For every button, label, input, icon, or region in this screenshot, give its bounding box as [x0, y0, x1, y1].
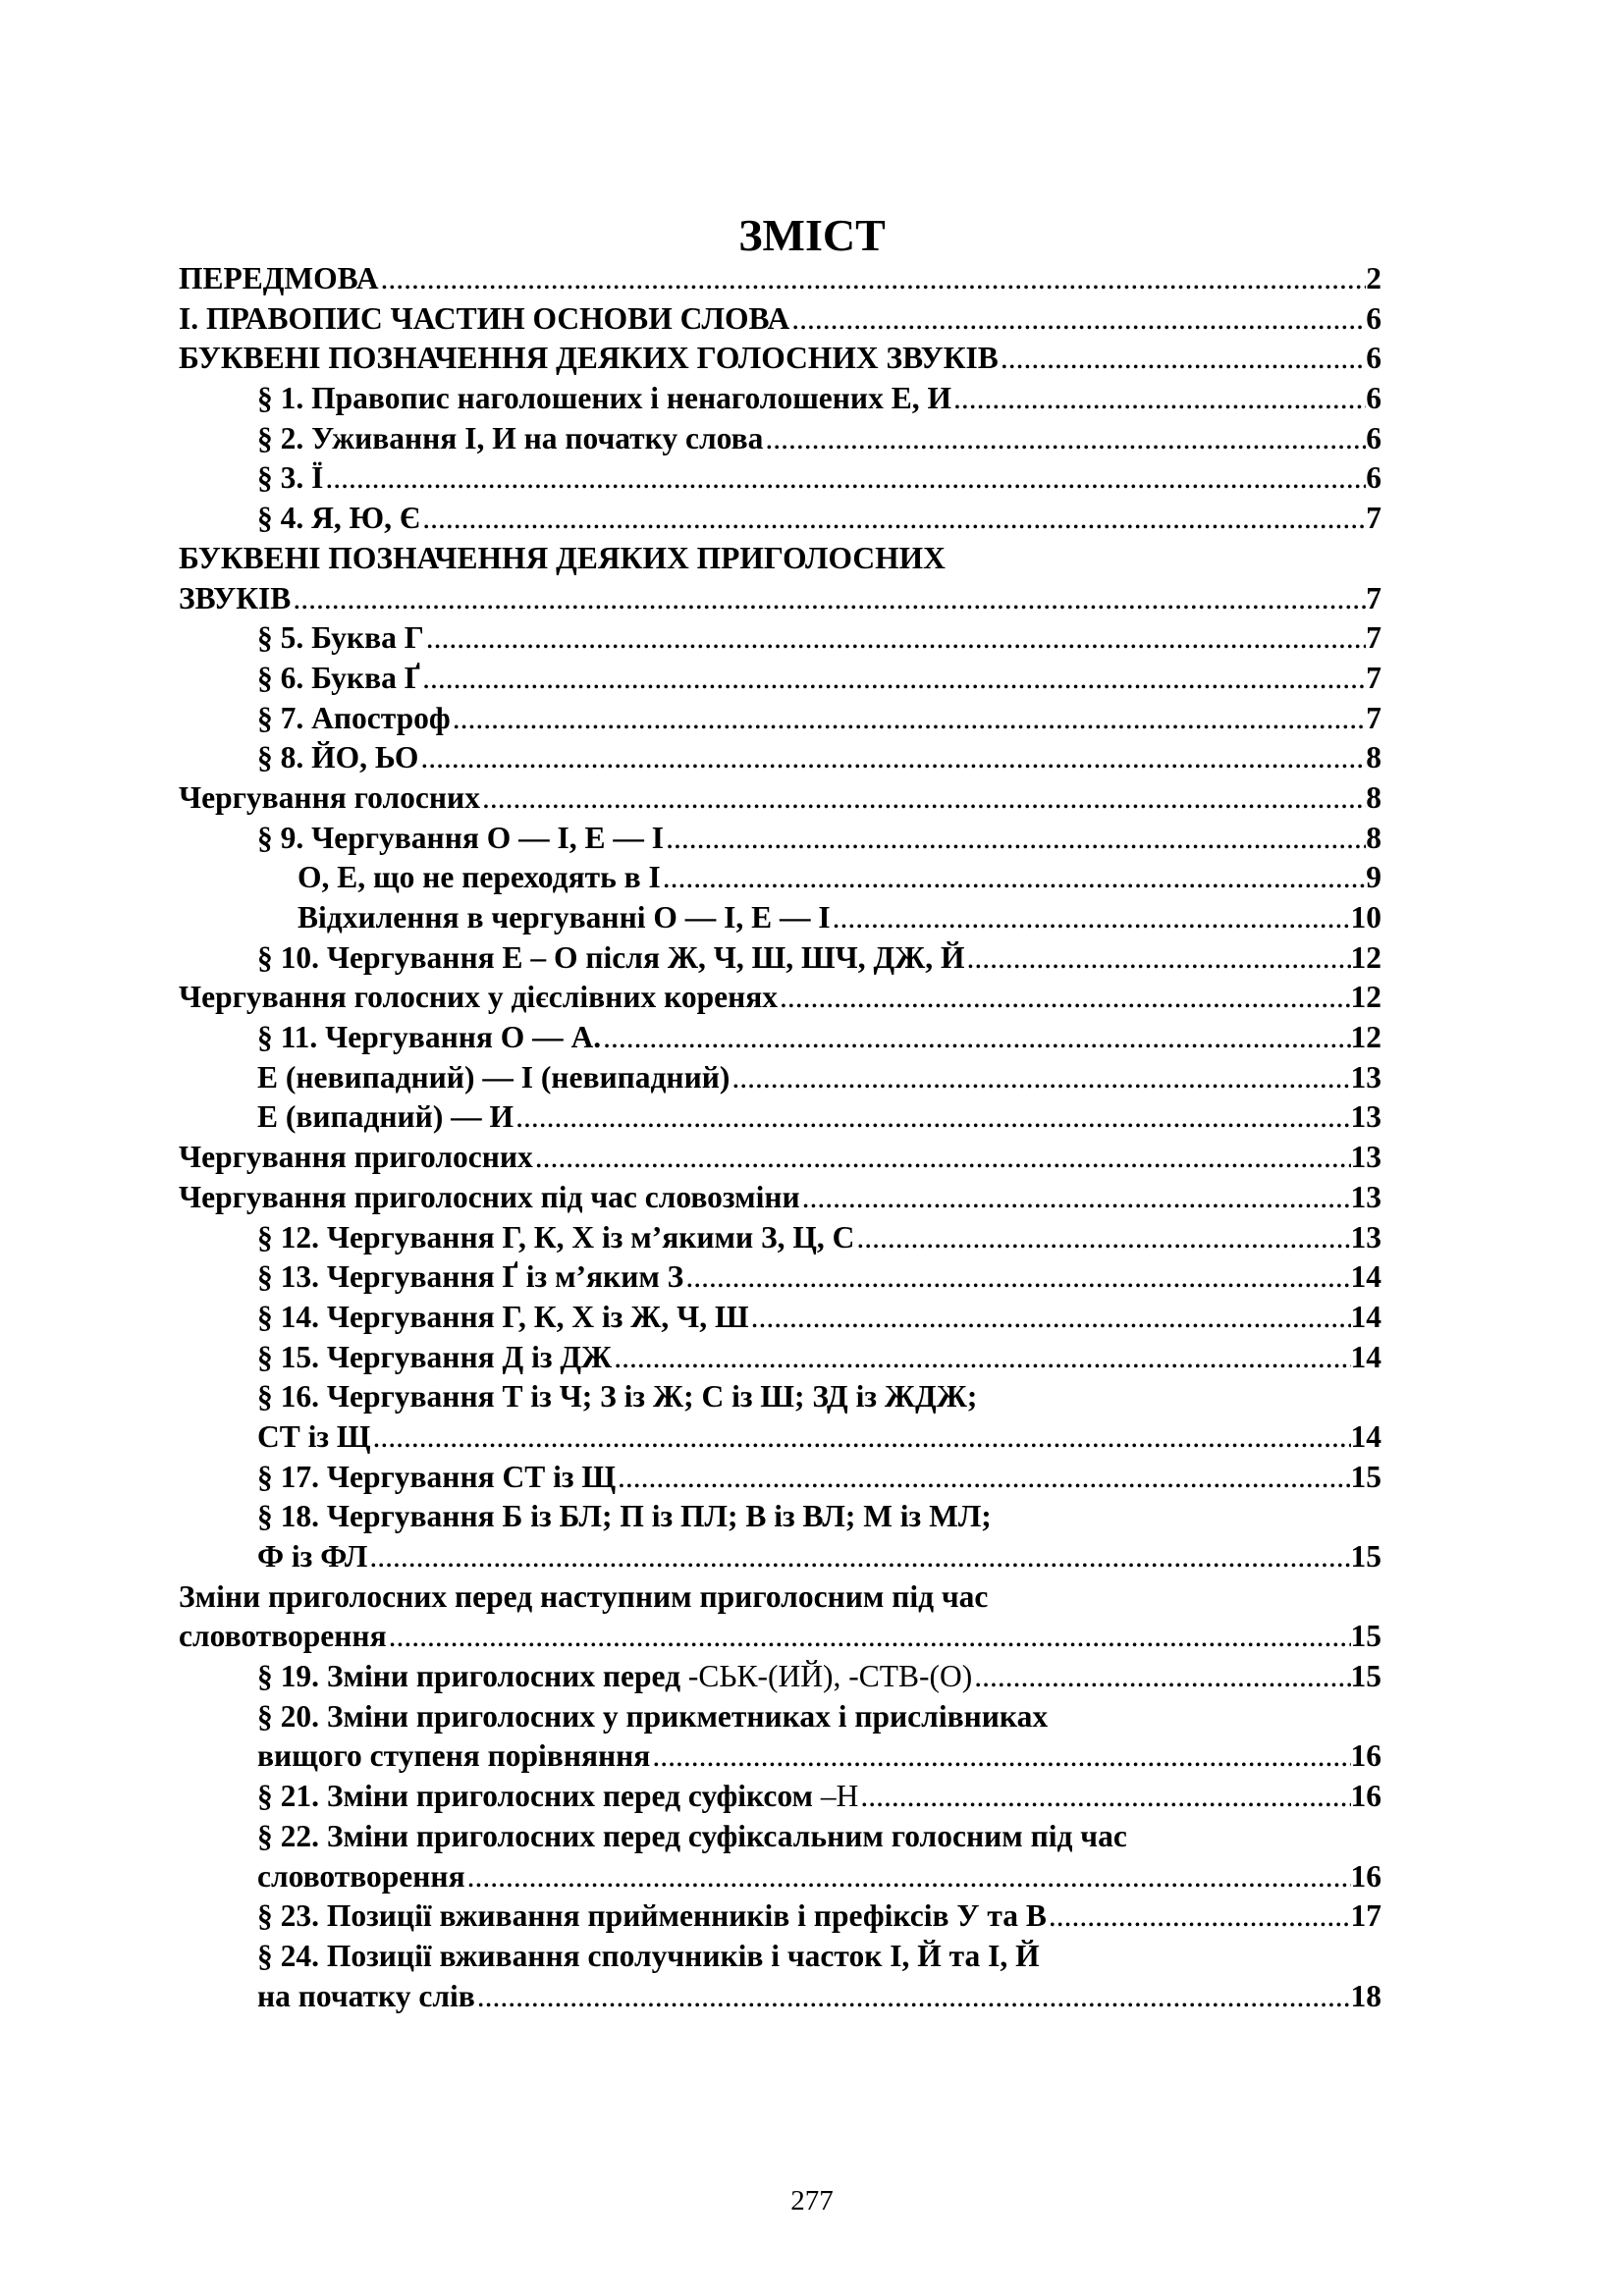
toc-entry-text: Е (невипадний) — І (невипадний) — [257, 1059, 731, 1095]
toc-entry[interactable] — [179, 978, 1381, 1018]
toc-entry[interactable] — [179, 1777, 1381, 1817]
toc-entry-title — [257, 618, 424, 659]
toc-entry[interactable] — [179, 1577, 1381, 1618]
toc-entry-page: 7 — [1366, 700, 1381, 735]
toc-dot-leader — [664, 819, 1366, 859]
toc-entry-page: 12 — [1350, 980, 1381, 1015]
toc-entry-title — [257, 1697, 1048, 1737]
toc-dot-leader — [999, 339, 1366, 379]
toc-entry-text: § 9. Чергування О — І, Е — І — [257, 820, 665, 855]
toc-entry[interactable] — [179, 1338, 1381, 1378]
toc-entry-title — [179, 1617, 387, 1657]
toc-entry-page: 14 — [1350, 1339, 1381, 1374]
toc-dot-leader — [789, 299, 1366, 340]
toc-entry[interactable] — [179, 778, 1381, 819]
toc-entry[interactable] — [179, 339, 1381, 379]
toc-dot-leader — [475, 1977, 1351, 2017]
toc-entry-title — [257, 1058, 730, 1098]
toc-entry-text: Відхилення в чергуванні О — І, Е — І — [298, 900, 831, 934]
toc-dot-leader — [854, 1218, 1350, 1258]
toc-entry-page: 13 — [1350, 1179, 1381, 1214]
toc-entry[interactable] — [179, 819, 1381, 859]
page-title: ЗМІСТ — [738, 210, 886, 260]
toc-entry[interactable] — [179, 1058, 1381, 1098]
toc-dot-leader — [965, 938, 1351, 979]
toc-dot-leader — [972, 1657, 1350, 1697]
toc-entry-page: 6 — [1366, 420, 1381, 455]
toc-entry-text: Чергування голосних — [179, 779, 480, 815]
toc-entry-text: на початку слів — [257, 1978, 475, 2013]
toc-entry-text: § 10. Чергування Е – О після Ж, Ч, Ш, ШЧ, ДЖ, Й — [257, 939, 965, 975]
toc-entry-title — [257, 1497, 992, 1537]
toc-dot-leader — [323, 458, 1366, 499]
toc-dot-leader — [387, 1617, 1351, 1657]
toc-entry-page: 16 — [1350, 1858, 1381, 1894]
toc-entry-title — [179, 978, 778, 1018]
toc-entry[interactable] — [179, 699, 1381, 739]
toc-entry[interactable] — [179, 1257, 1381, 1298]
toc-entry-text: § 4. Я, Ю, Є — [257, 501, 421, 536]
toc-entry[interactable] — [179, 898, 1381, 938]
toc-dot-leader — [730, 1058, 1350, 1098]
toc-entry-title — [257, 1338, 612, 1378]
toc-entry-text: ЗВУКІВ — [179, 580, 292, 615]
toc-entry-title — [179, 299, 789, 340]
toc-entry-text: БУКВЕНІ ПОЗНАЧЕННЯ ДЕЯКИХ ГОЛОСНИХ ЗВУКІВ — [179, 341, 999, 376]
toc-entry[interactable] — [179, 858, 1381, 898]
toc-entry-title — [179, 339, 999, 379]
toc-entry-page: 15 — [1350, 1659, 1381, 1694]
toc-entry[interactable] — [179, 1497, 1381, 1537]
toc-entry-title — [257, 819, 664, 859]
toc-entry-text: § 2. Уживання І, И на початку слова — [257, 420, 764, 455]
toc-entry-title — [257, 1298, 749, 1338]
toc-entry-page: 8 — [1366, 779, 1381, 815]
toc-entry-title — [257, 419, 763, 459]
toc-entry[interactable] — [179, 1657, 1381, 1697]
toc-entry[interactable] — [179, 1138, 1381, 1178]
toc-entry[interactable] — [179, 1617, 1381, 1657]
toc-dot-leader — [858, 1777, 1350, 1817]
toc-entry-page: 8 — [1366, 740, 1381, 775]
toc-entry-title — [257, 1377, 977, 1417]
toc-entry-page: 13 — [1350, 1099, 1381, 1135]
toc-entry-title — [257, 1537, 367, 1577]
toc-entry-title — [257, 1458, 616, 1498]
toc-entry-text: § 16. Чергування Т із Ч; З із Ж; С із Ш; ЗД із ЖДЖ; — [257, 1379, 978, 1415]
toc-entry-page: 16 — [1350, 1779, 1381, 1814]
toc-dot-leader — [514, 1097, 1350, 1138]
toc-entry-page: 6 — [1366, 460, 1381, 496]
toc-entry[interactable] — [179, 299, 1381, 340]
toc-entry-title — [179, 1577, 988, 1618]
toc-entry-text: Е (випадний) — И — [257, 1099, 514, 1135]
toc-entry-title — [257, 938, 965, 979]
toc-dot-leader — [533, 1138, 1351, 1178]
toc-dot-leader — [424, 618, 1367, 659]
toc-dot-leader — [480, 778, 1366, 819]
toc-entry-page: 15 — [1350, 1539, 1381, 1574]
toc-dot-leader — [451, 699, 1367, 739]
toc-dot-leader — [763, 419, 1366, 459]
page-number: 277 — [790, 2185, 834, 2216]
toc-entry[interactable] — [179, 1817, 1381, 1857]
toc-entry-title — [257, 1937, 1040, 1977]
toc-entry-page: 7 — [1366, 580, 1381, 615]
toc-dot-leader — [683, 1257, 1350, 1298]
toc-entry-page: 15 — [1350, 1619, 1381, 1654]
toc-entry-text: словотворення — [257, 1858, 465, 1894]
toc-entry-text: § 8. ЙО, ЬО — [257, 740, 419, 775]
toc-entry-text: ПЕРЕДМОВА — [179, 261, 379, 295]
toc-entry-page: 6 — [1366, 341, 1381, 376]
toc-entry-title — [179, 1138, 533, 1178]
toc-entry-title — [257, 1018, 601, 1058]
toc-entry[interactable] — [179, 738, 1381, 778]
toc-dot-leader — [601, 1018, 1350, 1058]
toc-entry-text: § 12. Чергування Г, К, Х із м’якими З, Ц, С — [257, 1219, 855, 1255]
toc-entry-text: § 6. Буква Ґ — [257, 660, 421, 695]
toc-entry-title — [179, 259, 378, 299]
toc-entry-page: 12 — [1350, 1020, 1381, 1055]
toc-entry-page: 6 — [1366, 381, 1381, 416]
toc-dot-leader — [418, 738, 1366, 778]
toc-entry-text: БУКВЕНІ ПОЗНАЧЕННЯ ДЕЯКИХ ПРИГОЛОСНИХ — [179, 540, 946, 575]
toc-entry-title — [257, 1777, 858, 1817]
toc-entry-text: § 7. Апостроф — [257, 700, 451, 735]
toc-entry-text: § 23. Позиції вживання прийменників і префіксів У та В — [257, 1898, 1047, 1934]
toc-entry[interactable] — [179, 419, 1381, 459]
toc-entry-title — [257, 1257, 683, 1298]
toc-entry-title — [257, 1857, 465, 1897]
toc-dot-leader — [800, 1178, 1351, 1218]
toc-entry-text: § 18. Чергування Б із БЛ; П із ПЛ; В із ВЛ; М із МЛ; — [257, 1499, 992, 1534]
toc-entry-title — [257, 1896, 1047, 1937]
toc-entry[interactable] — [179, 539, 1381, 579]
toc-dot-leader — [420, 659, 1366, 699]
toc-entry[interactable] — [179, 618, 1381, 659]
toc-entry-text: О, Е, що не переходять в І — [298, 860, 661, 895]
toc-entry-title — [257, 659, 420, 699]
toc-entry[interactable] — [179, 1298, 1381, 1338]
toc-entry-title — [257, 1817, 1127, 1857]
toc-entry-page: 17 — [1350, 1898, 1381, 1934]
toc-entry-title — [179, 1178, 800, 1218]
toc-entry-text: Чергування приголосних — [179, 1140, 533, 1175]
toc-entry-title — [179, 539, 946, 579]
toc-entry[interactable] — [179, 1218, 1381, 1258]
toc-entry-page: 13 — [1350, 1059, 1381, 1095]
toc-entry-text: Зміни приголосних перед наступним приголосним під час — [179, 1578, 989, 1614]
toc-entry-title — [257, 458, 323, 499]
toc-entry-text: § 1. Правопис наголошених і ненаголошених Е, И — [257, 381, 951, 416]
toc-entry-text: І. ПРАВОПИС ЧАСТИН ОСНОВИ СЛОВА — [179, 300, 790, 336]
toc-entry[interactable] — [179, 938, 1381, 979]
toc-dot-leader — [367, 1537, 1350, 1577]
toc-dot-leader — [371, 1417, 1351, 1458]
toc-entry-text: § 13. Чергування Ґ із м’яким З — [257, 1259, 684, 1295]
toc-entry-page: 9 — [1366, 860, 1381, 895]
toc-entry-page: 18 — [1350, 1978, 1381, 2013]
toc-entry-text: словотворення — [179, 1619, 387, 1654]
toc-entry-page: 7 — [1366, 660, 1381, 695]
toc-entry-page: 10 — [1350, 900, 1381, 934]
toc-dot-leader — [650, 1736, 1350, 1777]
toc-entry-page: 7 — [1366, 620, 1381, 656]
toc-entry[interactable] — [179, 1857, 1381, 1897]
toc-dot-leader — [661, 858, 1366, 898]
toc-entry[interactable] — [179, 1896, 1381, 1937]
toc-entry-title — [257, 1417, 371, 1458]
toc-entry-text: § 5. Буква Г — [257, 620, 424, 656]
table-of-contents — [179, 259, 1381, 2016]
toc-entry[interactable] — [179, 1977, 1381, 2017]
toc-entry-text: § 17. Чергування СТ із Щ — [257, 1459, 617, 1494]
toc-dot-leader — [612, 1338, 1350, 1378]
toc-entry-page: 14 — [1350, 1259, 1381, 1295]
toc-entry-text: § 14. Чергування Г, К, Х із Ж, Ч, Ш — [257, 1299, 749, 1334]
toc-entry[interactable] — [179, 259, 1381, 299]
toc-entry[interactable] — [179, 579, 1381, 619]
toc-dot-leader — [291, 579, 1366, 619]
toc-entry-page: 7 — [1366, 501, 1381, 536]
toc-entry-page: 6 — [1366, 300, 1381, 336]
toc-entry[interactable] — [179, 458, 1381, 499]
toc-entry-page: 15 — [1350, 1459, 1381, 1494]
toc-entry-text: § 22. Зміни приголосних перед суфіксальним голосним під час — [257, 1818, 1127, 1853]
toc-dot-leader — [378, 259, 1366, 299]
toc-entry[interactable] — [179, 1458, 1381, 1498]
toc-entry-title — [257, 699, 451, 739]
toc-dot-leader — [951, 379, 1366, 419]
toc-entry-title — [257, 1218, 854, 1258]
toc-entry-title — [298, 858, 661, 898]
toc-dot-leader — [616, 1458, 1350, 1498]
toc-entry[interactable] — [179, 659, 1381, 699]
toc-entry-title — [257, 1977, 475, 2017]
toc-entry-text: § 11. Чергування О — А. — [257, 1020, 602, 1055]
toc-entry[interactable] — [179, 1377, 1381, 1417]
toc-entry-text: Чергування приголосних під час словозміни — [179, 1179, 800, 1214]
toc-entry-page: 2 — [1366, 261, 1381, 295]
toc-entry-title — [257, 1097, 514, 1138]
toc-entry-page: 14 — [1350, 1418, 1381, 1454]
toc-entry-title — [179, 579, 291, 619]
toc-entry-title — [257, 738, 418, 778]
toc-entry-text: СТ із Щ — [257, 1418, 371, 1454]
toc-entry[interactable] — [179, 1018, 1381, 1058]
toc-dot-leader — [465, 1857, 1351, 1897]
toc-entry-title — [257, 379, 951, 419]
toc-dot-leader — [831, 898, 1351, 938]
toc-entry-text: § 19. Зміни приголосних перед — [257, 1659, 688, 1694]
toc-entry-title — [257, 1736, 650, 1777]
toc-entry[interactable] — [179, 1736, 1381, 1777]
toc-dot-leader — [778, 978, 1350, 1018]
toc-dot-leader — [749, 1298, 1351, 1338]
toc-entry[interactable] — [179, 1937, 1381, 1977]
toc-entry-page: 8 — [1366, 820, 1381, 855]
toc-entry-page: 12 — [1350, 939, 1381, 975]
toc-dot-leader — [1047, 1896, 1351, 1937]
toc-entry[interactable] — [179, 499, 1381, 539]
toc-entry-text-suffix: –Н — [820, 1779, 859, 1814]
toc-entry[interactable] — [179, 1697, 1381, 1737]
toc-entry-text: § 24. Позиції вживання сполучників і часток І, Й та І, Й — [257, 1938, 1040, 1973]
toc-entry[interactable] — [179, 1097, 1381, 1138]
toc-entry-text-suffix: -СЬК-(ИЙ), -СТВ-(О) — [687, 1659, 973, 1694]
toc-entry-text: вищого ступеня порівняння — [257, 1738, 651, 1774]
toc-entry-text: Ф із ФЛ — [257, 1539, 368, 1574]
toc-entry[interactable] — [179, 1537, 1381, 1577]
toc-dot-leader — [420, 499, 1366, 539]
toc-entry-page: 14 — [1350, 1299, 1381, 1334]
toc-entry-title — [257, 499, 420, 539]
toc-entry-text: § 15. Чергування Д із ДЖ — [257, 1339, 613, 1374]
toc-entry-page: 13 — [1350, 1140, 1381, 1175]
toc-entry-title — [298, 898, 831, 938]
toc-entry-page: 13 — [1350, 1219, 1381, 1255]
toc-entry[interactable] — [179, 1178, 1381, 1218]
toc-entry[interactable] — [179, 1417, 1381, 1458]
toc-entry[interactable] — [179, 379, 1381, 419]
toc-entry-title — [257, 1657, 972, 1697]
toc-entry-page: 16 — [1350, 1738, 1381, 1774]
toc-entry-text: Чергування голосних у дієслівних коренях — [179, 980, 779, 1015]
toc-entry-text: § 21. Зміни приголосних перед суфіксом — [257, 1779, 821, 1814]
toc-entry-text: § 20. Зміни приголосних у прикметниках і прислівниках — [257, 1698, 1049, 1734]
toc-entry-text: § 3. Ї — [257, 460, 324, 496]
toc-entry-title — [179, 778, 480, 819]
